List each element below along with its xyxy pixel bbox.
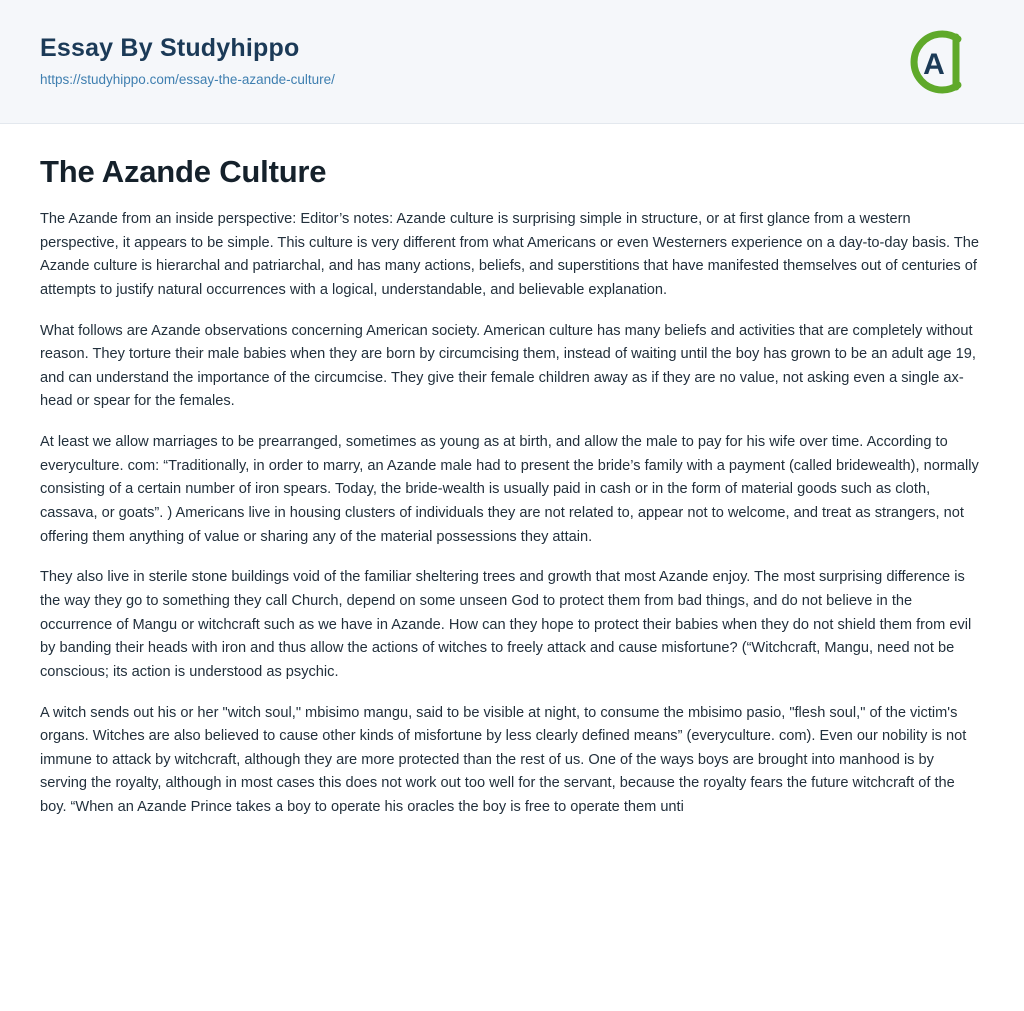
- brand-block: [40, 35, 335, 89]
- article-container: [0, 124, 1024, 1011]
- article-url-link[interactable]: https://studyhippo.com/essay-the-azande-culture/: [40, 72, 335, 88]
- article-paragraph: A witch sends out his or her "witch soul," mbisimo mangu, said to be visible at night, to consume the mbisimo pasio, "flesh soul," of the victim's organs. Witches are also believed to cause other kinds of misfortune by less clearly defined means” (everyculture. com). Even our nobility is not immune to attack by witchcraft, although they are more protected than the rest of us. One of the ways boys are brought into manhood is by serving the royalty, although in most cases this does not work out too well for the servant, because the royalty fears the future witchcraft of the boy. “When an Azande Prince takes a boy to operate his oracles the boy is free to operate them unti: [40, 704, 967, 816]
- article-body: [40, 208, 984, 820]
- studyhippo-a-logo-icon: [900, 25, 974, 99]
- site-brand-title: Essay By Studyhippo: [40, 33, 300, 62]
- svg-text:A: A: [923, 47, 945, 81]
- page-title: The Azande Culture: [40, 154, 327, 189]
- article-paragraph: They also live in sterile stone buildings void of the familiar sheltering trees and growth that most Azande enjoy. The most surprising difference is the way they go to something they call Church, depend on some unseen God to protect them from bad things, and do not believe in the occurrence of Mangu or witchcraft such as we have in Azande. How can they hope to protect their babies when they do not shield them from evil by banding their heads with iron and thus allow the actions of witches to freely attack and cause misfortune? (“Witchcraft, Mangu, need not be conscious; its action is understood as psychic.: [40, 569, 972, 680]
- article-paragraph: The Azande from an inside perspective: Editor’s notes: Azande culture is surprising simple in structure, or at first glance from a western perspective, it appears to be simple. This culture is very different from what Americans or even Westerners experience on a day-to-day basis. The Azande culture is hierarchal and patriarchal, and has many actions, beliefs, and superstitions that have manifested themselves out of centuries of attempts to justify natural occurrences with a logical, understandable, and believable explanation.: [40, 211, 980, 298]
- article-paragraph: At least we allow marriages to be prearranged, sometimes as young as at birth, and allow the male to pay for his wife over time. According to everyculture. com: “Traditionally, in order to marry, an Azande male had to present the bride’s family with a payment (called bridewealth), normally consisting of a certain number of iron spears. Today, the bride-wealth is usually paid in cash or in the form of material goods such as cloth, cassava, or goats”. ) Americans live in housing clusters of individuals they are not related to, appear not to welcome, and treat as strangers, not offering them anything of value or sharing any of the material possessions they attain.: [40, 434, 979, 545]
- site-header: [0, 0, 1024, 124]
- article-paragraph: What follows are Azande observations concerning American society. American culture has many beliefs and activities that are completely without reason. They torture their male babies when they are born by circumcising them, instead of waiting until the boy has grown to be an adult age 19, and can understand the importance of the circumcise. They give their female children away as if they are no value, not asking even a single ax-head or spear for the females.: [40, 322, 976, 410]
